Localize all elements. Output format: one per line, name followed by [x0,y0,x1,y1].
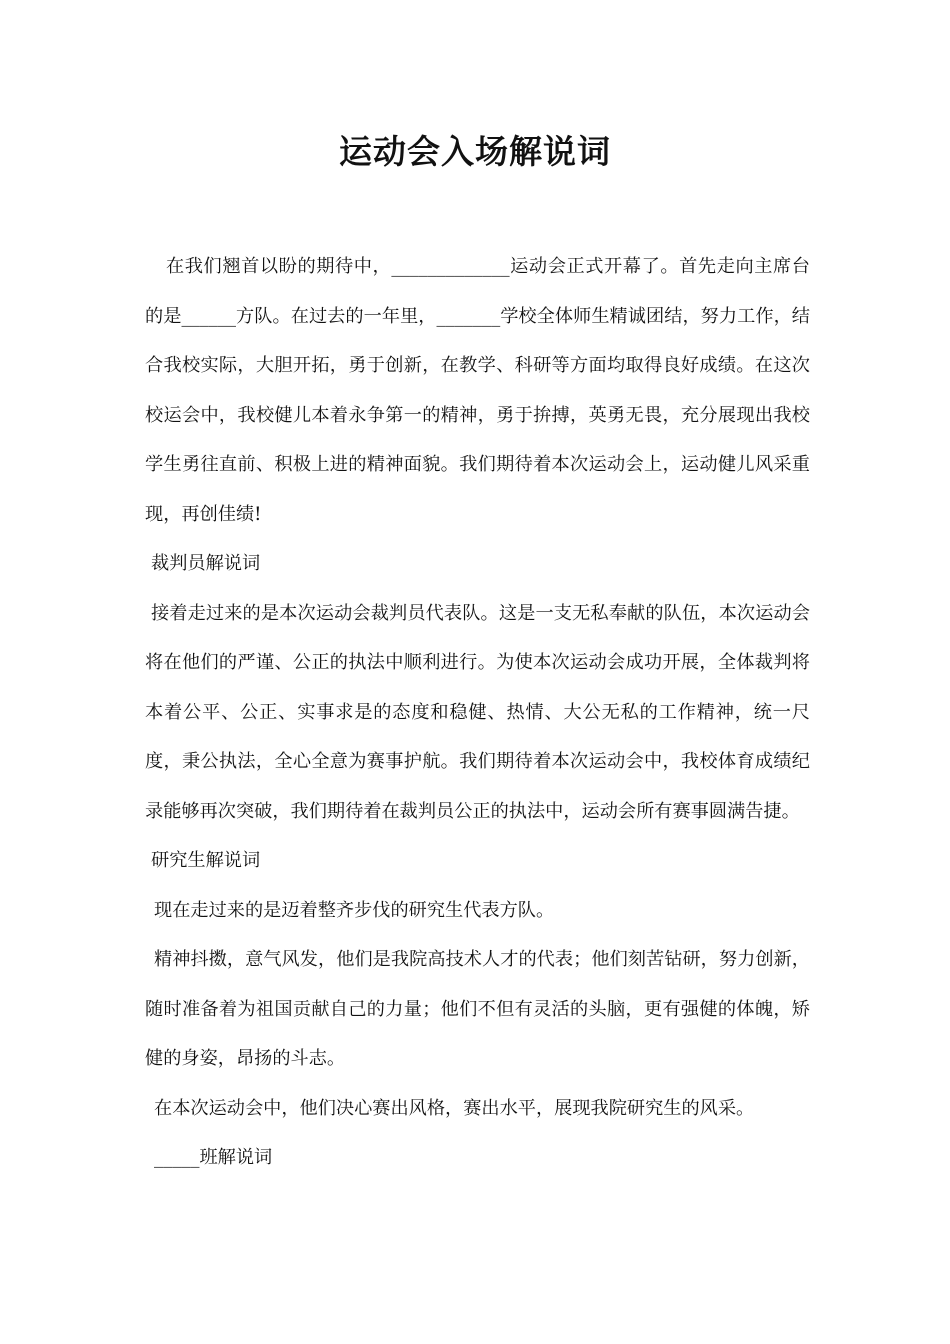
opening-paragraph: 在我们翘首以盼的期待中，_____________运动会正式开幕了。首先走向主席台的是______方队。在过去的一年里，_______学校全体师生精诚团结，努力工作，结合我校实际，大胆开拓，勇于创新，在教学、科研等方面均取得良好成绩。在这次校运会中，我校健儿本着永争第一的精神，勇于拚搏，英勇无畏，充分展现出我校学生勇往直前、积极上进的精神面貌。我们期待着本次运动会上，运动健儿风采重现，再创佳绩! [145,256,810,525]
section-heading-referees: 裁判员解说词 [151,553,261,574]
section-heading-graduates: 研究生解说词 [151,850,261,871]
document-title: 运动会入场解说词 [339,132,611,171]
document-body [145,242,810,1183]
referees-paragraph: 接着走过来的是本次运动会裁判员代表队。这是一支无私奉献的队伍，本次运动会将在他们的严谨、公正的执法中顺利进行。为使本次运动会成功开展，全体裁判将本着公平、公正、实事求是的态度和稳健、热情、大公无私的工作精神，统一尺度，秉公执法，全心全意为赛事护航。我们期待着本次运动会中，我校体育成绩纪录能够再次突破，我们期待着在裁判员公正的执法中，运动会所有赛事圆满告捷。 [145,602,810,822]
graduates-description-paragraph: 精神抖擞，意气风发，他们是我院高技术人才的代表；他们刻苦钻研，努力创新，随时准备着为祖国贡献自己的力量；他们不但有灵活的头脑，更有强健的体魄，矫健的身姿，昂扬的斗志。 [145,949,810,1069]
graduates-intro-paragraph: 现在走过来的是迈着整齐步伐的研究生代表方队。 [154,899,555,921]
graduates-closing-paragraph: 在本次运动会中，他们决心赛出风格，赛出水平，展现我院研究生的风采。 [154,1097,755,1119]
section-heading-class: _____班解说词 [154,1147,273,1168]
